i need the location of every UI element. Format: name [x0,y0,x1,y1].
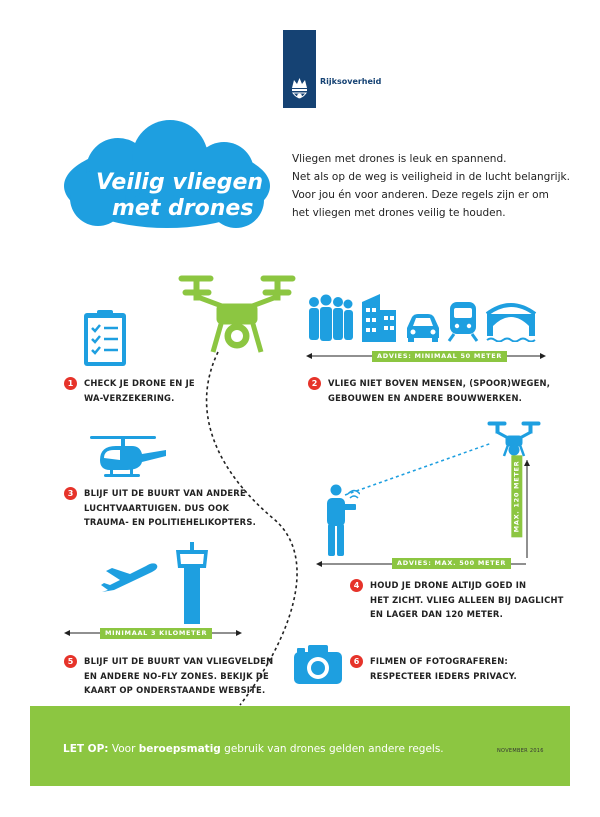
rule-line: EN ANDERE NO-FLY ZONES. BEKIJK DE [84,670,269,681]
page-title-line1: Veilig vliegen [96,170,264,195]
pilot-with-remote-icon [320,484,360,558]
rule-number-6: 6 [350,655,363,668]
rule-line: WA-VERZEKERING. [84,392,175,403]
footer-note [63,743,444,755]
rule-4-text [370,578,564,622]
rule-number-4: 4 [350,579,363,592]
small-drone-icon [486,418,542,458]
footer-prefix: LET OP: [63,743,109,755]
intro-text [292,150,572,222]
building-icon [358,294,398,342]
intro-line: Vliegen met drones is leuk en spannend. [292,153,507,165]
logo-wordmark: Rijksoverheid [320,77,382,86]
rule-number-1: 1 [64,377,77,390]
rule-line: FILMEN OF FOTOGRAFEREN: [370,656,508,666]
footer-bold: beroepsmatig [138,743,221,755]
rule-line: HET ZICHT. VLIEG ALLEEN BIJ DAGLICHT [370,594,564,605]
intro-line: Voor jou én voor anderen. Deze regels zijn er om [292,189,549,201]
rule-2-text [328,376,550,405]
control-tower-icon [170,540,214,624]
rule-line: EN LAGER DAN 120 METER. [370,609,504,619]
footer-post: gebruik van drones gelden andere regels. [220,743,444,755]
rule-line: BLIJF UIT DE BUURT VAN ANDERE [84,488,246,498]
rule-line: BLIJF UIT DE BUURT VAN VLIEGVELDEN [84,656,274,666]
rule-line: LUCHTVAARTUIGEN. DUS OOK [84,502,230,513]
checklist-icon [82,308,128,368]
rule-1-text [84,376,195,405]
footer-date: NOVEMBER 2016 [497,748,544,754]
crown-emblem-icon [283,30,316,108]
rule-5-text [84,654,273,698]
page-title-line2: met drones [112,196,254,221]
rule-line: HOUD JE DRONE ALTIJD GOED IN [370,580,527,590]
intro-line: het vliegen met drones veilig te houden. [292,207,506,219]
camera-icon [292,642,344,686]
drone-icon [175,266,299,366]
rule-line: VLIEG NIET BOVEN MENSEN, (SPOOR)WEGEN, [328,378,551,388]
logo-bar [283,30,316,108]
rule-6-text [370,654,517,683]
rule-line: GEBOUWEN EN ANDERE BOUWWERKEN. [328,392,523,403]
rule-number-5: 5 [64,655,77,668]
rule-number-2: 2 [308,377,321,390]
rule-line: TRAUMA- EN POLITIEHELIKOPTERS. [84,517,256,527]
rule-line: CHECK JE DRONE EN JE [84,378,195,388]
footer-pre: Voor [108,743,139,755]
airplane-icon [100,562,160,596]
car-icon [404,312,442,342]
distance-label-500m: ADVIES: MAX. 500 METER [392,558,511,569]
intro-line: Net als op de weg is veiligheid in de lucht belangrijk. [292,171,570,183]
helicopter-icon [86,434,170,480]
distance-label-120m: MAX. 120 METER [511,456,522,538]
rule-line: KAART OP ONDERSTAANDE WEBSITE. [84,685,266,695]
distance-label-3km: MINIMAAL 3 KILOMETER [100,628,212,639]
rule-3-text [84,486,256,530]
bridge-icon [485,300,537,342]
people-icon [306,292,354,342]
rule-line: RESPECTEER IEDERS PRIVACY. [370,670,517,681]
distance-label-50m: ADVIES: MINIMAAL 50 METER [372,351,507,362]
train-icon [446,300,480,342]
rule-number-3: 3 [64,487,77,500]
